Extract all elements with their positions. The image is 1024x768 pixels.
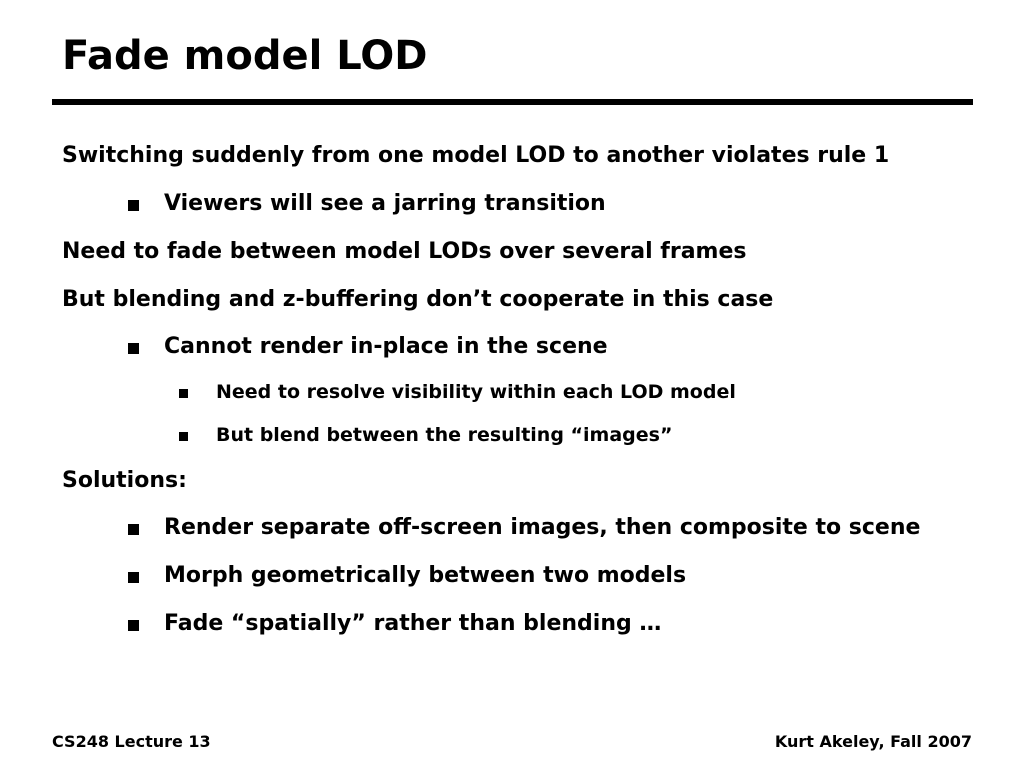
list-item: Switching suddenly from one model LOD to another violates rule 1: [62, 143, 890, 168]
list-item: But blend between the resulting “images”: [216, 424, 673, 446]
list-item: Fade “spatially” rather than blending …: [164, 611, 662, 636]
list-item: Morph geometrically between two models: [164, 563, 687, 588]
footer-course: CS248 Lecture 13: [52, 732, 211, 751]
list-item: Need to resolve visibility within each LOD model: [216, 381, 736, 403]
list-item: But blending and z-buffering don’t cooperate in this case: [62, 287, 774, 312]
footer-author: Kurt Akeley, Fall 2007: [774, 732, 972, 751]
square-bullet-icon: [128, 200, 139, 211]
square-bullet-icon: [128, 524, 139, 535]
slide-title: Fade model LOD: [62, 33, 428, 79]
square-bullet-icon: [128, 620, 139, 631]
list-item: Need to fade between model LODs over several frames: [62, 239, 747, 264]
square-bullet-icon: [128, 343, 139, 354]
list-item: Render separate off-screen images, then composite to scene: [164, 515, 921, 540]
square-bullet-icon: [179, 432, 188, 441]
list-item: Solutions:: [62, 468, 187, 493]
square-bullet-icon: [128, 572, 139, 583]
square-bullet-icon: [179, 389, 188, 398]
list-item: Viewers will see a jarring transition: [164, 191, 606, 216]
list-item: Cannot render in-place in the scene: [164, 334, 608, 359]
